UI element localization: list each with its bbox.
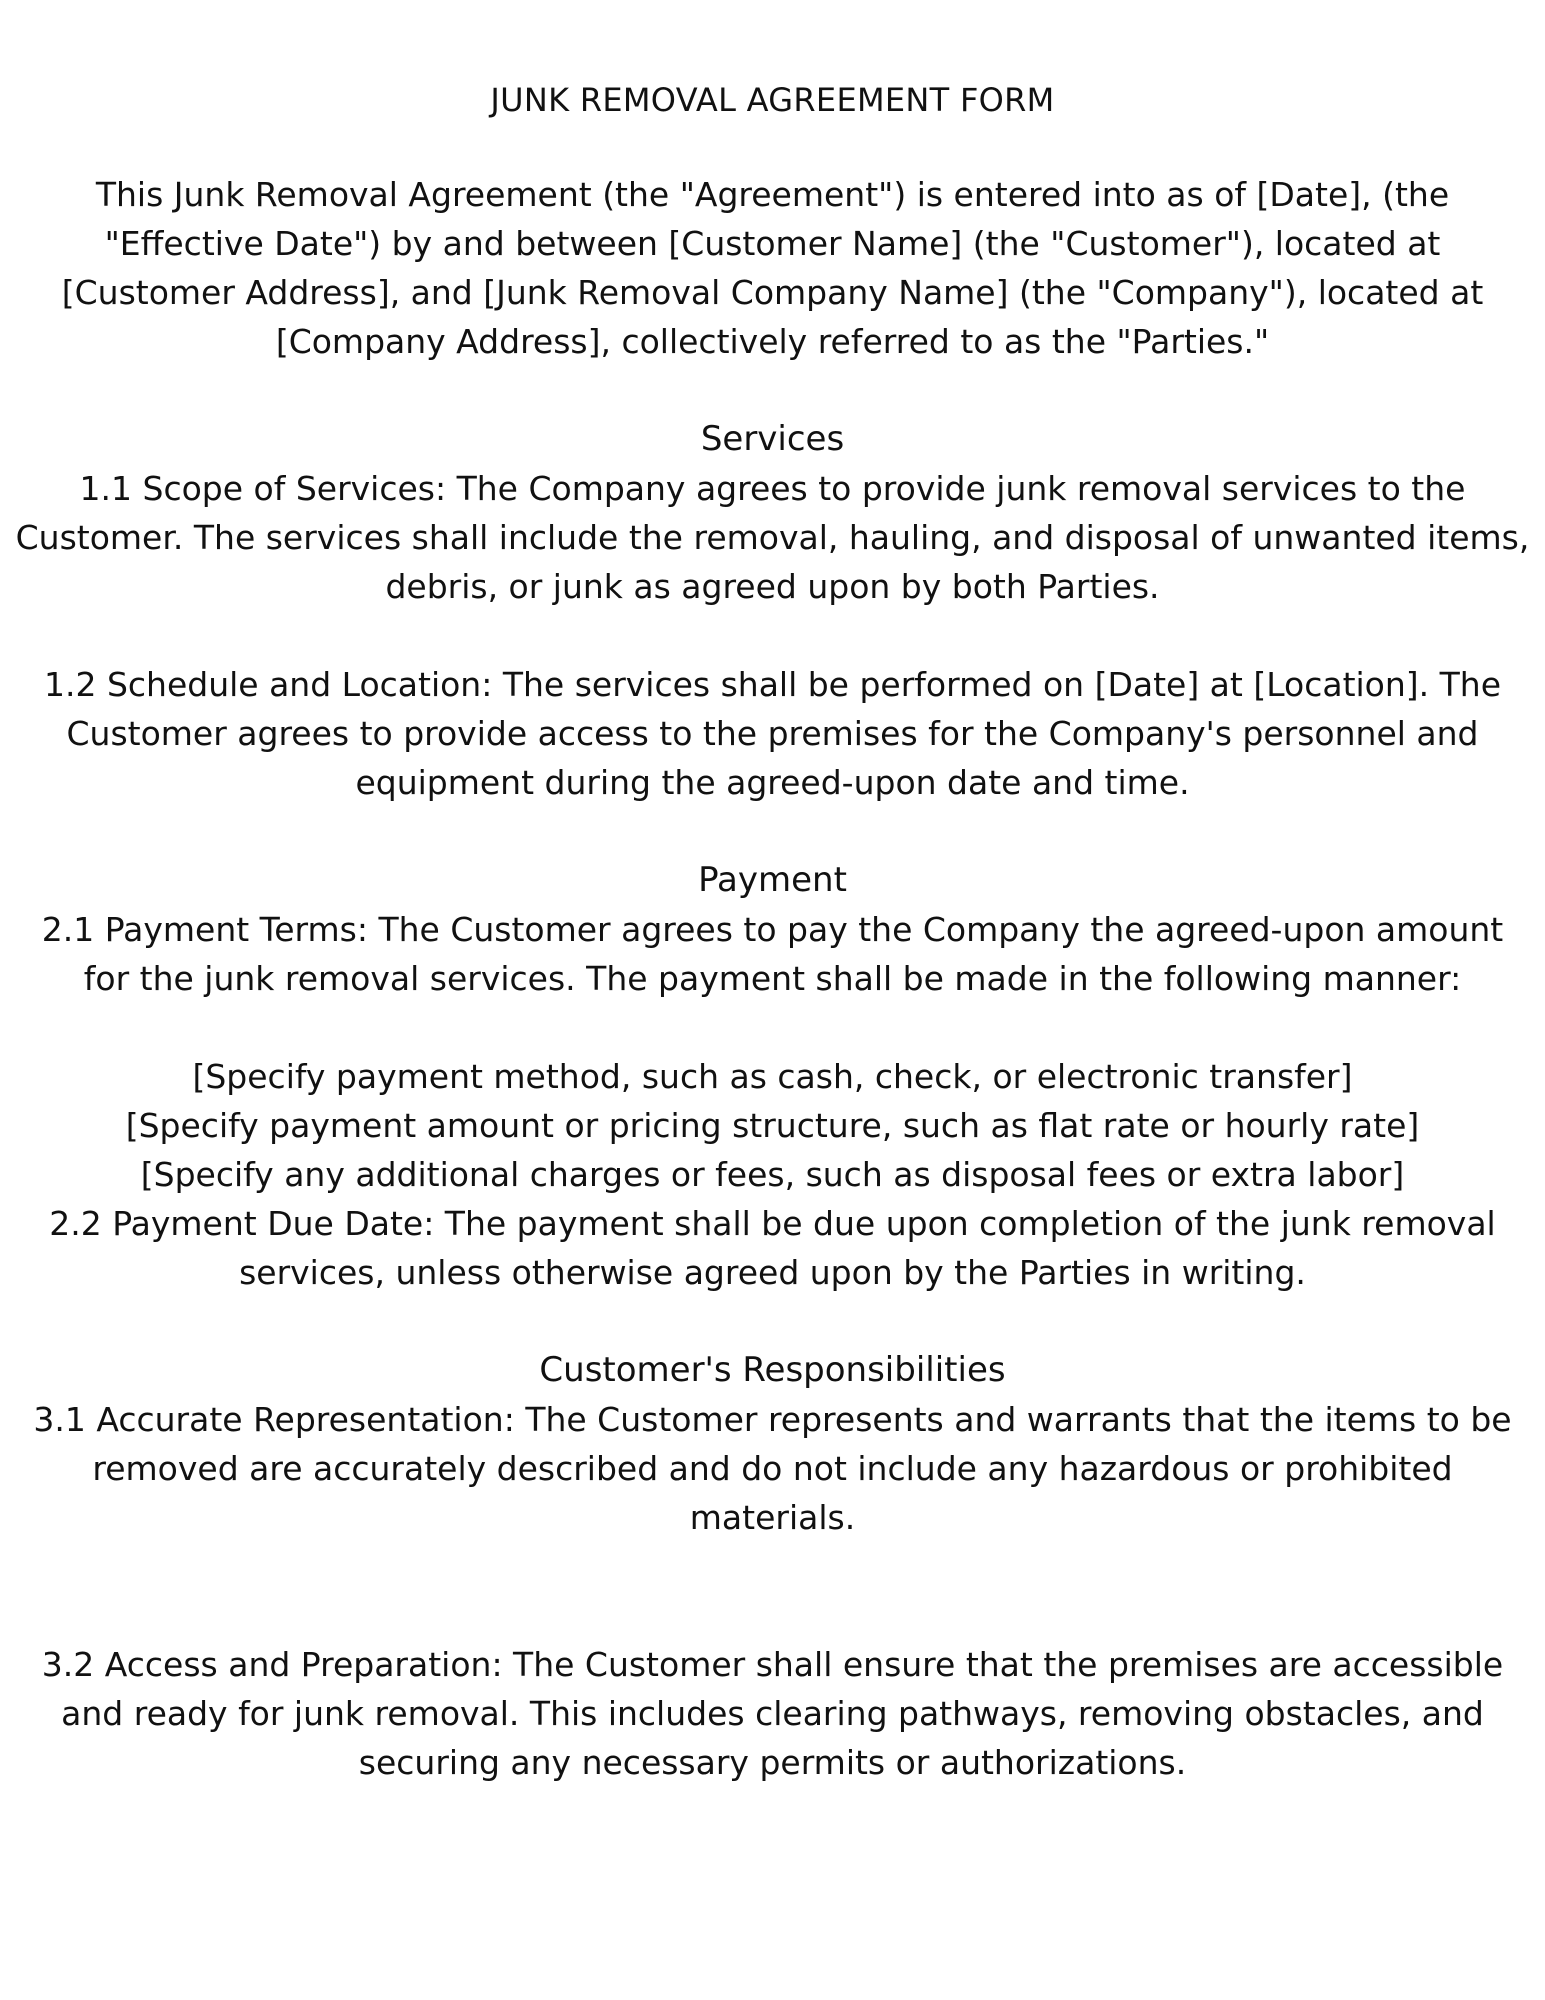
document-title: JUNK REMOVAL AGREEMENT FORM xyxy=(490,81,1055,119)
clause-line: 1.2 Schedule and Location: The services shall be performed on [Date] at [Location]. The xyxy=(43,665,1502,704)
clause-line: materials. xyxy=(689,1498,856,1537)
clause-1-2 xyxy=(0,660,1545,807)
clause-line: Customer. The services shall include the removal, hauling, and disposal of unwanted items, xyxy=(15,518,1530,557)
intro-line: [Customer Address], and [Junk Removal Company Name] (the "Company"), located at xyxy=(61,273,1484,312)
spacer xyxy=(0,1542,1545,1640)
intro-line: This Junk Removal Agreement (the "Agreement") is entered into as of [Date], (the xyxy=(95,175,1450,214)
clause-3-2 xyxy=(0,1640,1545,1787)
section-heading-responsibilities: Customer's Responsibilities xyxy=(539,1350,1006,1390)
clause-2-2 xyxy=(0,1199,1545,1297)
clause-2-1 xyxy=(0,905,1545,1003)
spacer xyxy=(0,1003,1545,1052)
clause-line: 2.2 Payment Due Date: The payment shall be due upon completion of the junk removal xyxy=(49,1204,1496,1243)
intro-line: [Company Address], collectively referred to as the "Parties." xyxy=(275,322,1270,361)
spacer xyxy=(0,807,1545,856)
clause-line: removed are accurately described and do not include any hazardous or prohibited xyxy=(92,1449,1453,1488)
clause-line: securing any necessary permits or authorizations. xyxy=(358,1743,1187,1782)
clause-line: services, unless otherwise agreed upon by the Parties in writing. xyxy=(239,1253,1306,1292)
intro-paragraph xyxy=(0,170,1545,366)
spacer xyxy=(0,366,1545,415)
clause-line: and ready for junk removal. This includes clearing pathways, removing obstacles, and xyxy=(61,1694,1484,1733)
clause-line: 2.1 Payment Terms: The Customer agrees to pay the Company the agreed-upon amount xyxy=(41,910,1504,949)
payment-specifications xyxy=(0,1052,1545,1199)
clause-line: equipment during the agreed-upon date and time. xyxy=(355,763,1190,802)
section-heading-payment: Payment xyxy=(698,860,847,900)
clause-3-1 xyxy=(0,1395,1545,1542)
specification-line: [Specify payment method, such as cash, check, or electronic transfer] xyxy=(192,1057,1353,1096)
spacer xyxy=(0,1297,1545,1346)
intro-line: "Effective Date") by and between [Customer Name] (the "Customer"), located at xyxy=(104,224,1441,263)
spacer xyxy=(0,611,1545,660)
clause-1-1 xyxy=(0,464,1545,611)
clause-line: for the junk removal services. The payment shall be made in the following manner: xyxy=(83,959,1462,998)
clause-line: 1.1 Scope of Services: The Company agrees to provide junk removal services to the xyxy=(79,469,1466,508)
clause-line: Customer agrees to provide access to the premises for the Company's personnel and xyxy=(66,714,1479,753)
clause-line: 3.2 Access and Preparation: The Customer shall ensure that the premises are accessible xyxy=(41,1645,1504,1684)
clause-line: debris, or junk as agreed upon by both Parties. xyxy=(385,567,1160,606)
section-heading-services: Services xyxy=(700,419,845,459)
clause-line: 3.1 Accurate Representation: The Customer represents and warrants that the items to be xyxy=(33,1400,1512,1439)
specification-line: [Specify any additional charges or fees, such as disposal fees or extra labor] xyxy=(140,1155,1405,1194)
specification-line: [Specify payment amount or pricing structure, such as flat rate or hourly rate] xyxy=(125,1106,1420,1145)
